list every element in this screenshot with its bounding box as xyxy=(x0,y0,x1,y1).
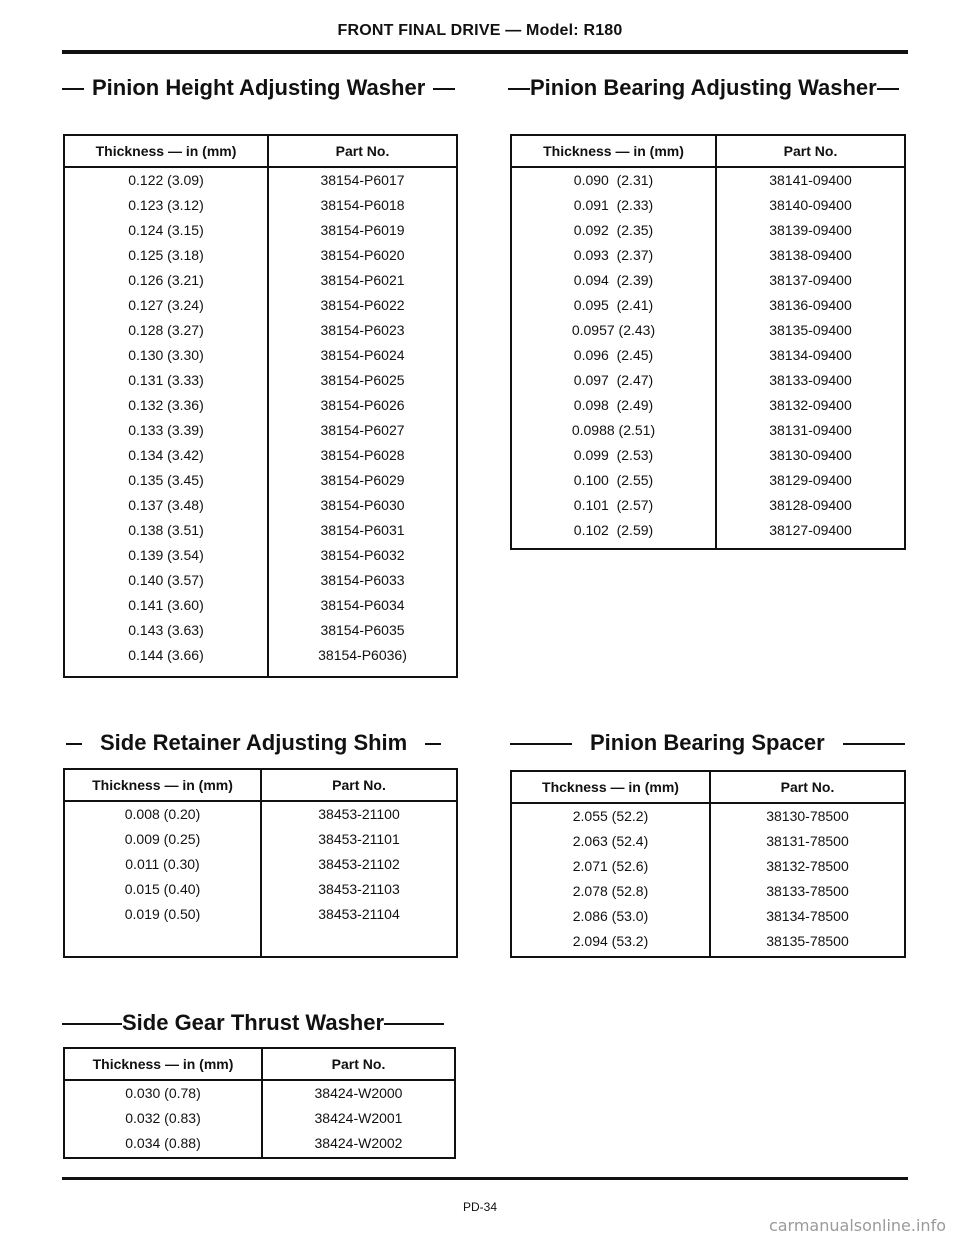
table-row xyxy=(512,468,904,493)
part-number-cell: 38133-09400 xyxy=(769,372,852,388)
part-number-cell: 38154-P6017 xyxy=(320,172,405,188)
part-number-cell: 38424-W2002 xyxy=(314,1135,403,1151)
thickness-cell: 0.122 (3.09) xyxy=(128,172,204,188)
table-row xyxy=(65,643,456,668)
thickness-cell: 0.0957 (2.43) xyxy=(571,322,656,338)
part-number-cell: 38424-W2001 xyxy=(314,1110,403,1126)
thickness-cell: 0.143 (3.63) xyxy=(128,622,204,638)
table-row xyxy=(65,268,456,293)
thickness-cell: 0.138 (3.51) xyxy=(128,522,204,538)
title-dash xyxy=(508,88,530,90)
table-row xyxy=(512,368,904,393)
part-number-cell: 38139-09400 xyxy=(769,222,852,238)
thickness-cell: 0.090 (2.31) xyxy=(573,172,654,188)
title-dash xyxy=(510,743,572,745)
side-gear-table xyxy=(63,1047,456,1159)
col-partno-header: Part No. xyxy=(335,143,390,159)
part-number-cell: 38453-21101 xyxy=(318,831,400,847)
pinion-bearing-washer-rows xyxy=(512,168,904,543)
table-row xyxy=(65,852,456,877)
side-retainer-rows xyxy=(65,802,456,927)
table-row xyxy=(65,343,456,368)
thickness-cell: 0.137 (3.48) xyxy=(128,497,204,513)
table-row xyxy=(512,829,904,854)
thickness-cell: 0.015 (0.40) xyxy=(124,881,201,897)
thickness-cell: 0.009 (0.25) xyxy=(124,831,201,847)
page-header: FRONT FINAL DRIVE — Model: R180 xyxy=(337,22,623,39)
thickness-cell: 0.092 (2.35) xyxy=(573,222,654,238)
part-number-cell: 38154-P6027 xyxy=(320,422,405,438)
part-number-cell: 38154-P6029 xyxy=(320,472,405,488)
thickness-cell: 0.123 (3.12) xyxy=(128,197,204,213)
watermark: carmanualsonline.info xyxy=(768,1216,946,1235)
thickness-cell: 0.101 (2.57) xyxy=(573,497,654,513)
table-row xyxy=(65,368,456,393)
part-number-cell: 38154-P6020 xyxy=(320,247,405,263)
thickness-cell: 0.030 (0.78) xyxy=(125,1085,201,1101)
table-row xyxy=(512,418,904,443)
title-dash xyxy=(384,1023,444,1025)
thickness-cell: 0.096 (2.45) xyxy=(573,347,654,363)
thickness-cell: 0.124 (3.15) xyxy=(128,222,204,238)
thickness-cell: 0.126 (3.21) xyxy=(128,272,204,288)
side-gear-rows xyxy=(65,1081,454,1156)
table-row xyxy=(65,443,456,468)
table-row xyxy=(65,168,456,193)
title-dash xyxy=(425,743,441,745)
table-row xyxy=(512,293,904,318)
pinion-spacer-rows xyxy=(512,804,904,954)
part-number-cell: 38128-09400 xyxy=(769,497,852,513)
part-number-cell: 38154-P6025 xyxy=(320,372,405,388)
table-row xyxy=(65,193,456,218)
part-number-cell: 38154-P6024 xyxy=(320,347,405,363)
part-number-cell: 38138-09400 xyxy=(769,247,852,263)
table-row xyxy=(65,518,456,543)
part-number-cell: 38154-P6032 xyxy=(320,547,405,563)
pinion-bearing-washer-title: Pinion Bearing Adjusting Washer xyxy=(508,75,899,101)
part-number-cell: 38134-09400 xyxy=(769,347,852,363)
thickness-cell: 0.099 (2.53) xyxy=(573,447,654,463)
thickness-cell: 0.011 (0.30) xyxy=(125,856,200,872)
thickness-cell: 0.132 (3.36) xyxy=(128,397,204,413)
thickness-cell: 0.135 (3.45) xyxy=(128,472,204,488)
part-number-cell: 38129-09400 xyxy=(769,472,852,488)
table-row xyxy=(65,568,456,593)
thickness-cell: 2.063 (52.4) xyxy=(572,833,649,849)
table-row xyxy=(65,293,456,318)
side-retainer-title: Side Retainer Adjusting Shim xyxy=(66,730,441,756)
thickness-cell: 0.125 (3.18) xyxy=(128,247,204,263)
part-number-cell: 38132-78500 xyxy=(766,858,849,874)
col-partno-header: Part No. xyxy=(332,777,386,793)
part-number-cell: 38132-09400 xyxy=(769,397,852,413)
part-number-cell: 38154-P6019 xyxy=(320,222,405,238)
col-thickness-header: Thickness — in (mm) xyxy=(543,143,684,159)
thickness-cell: 0.034 (0.88) xyxy=(125,1135,201,1151)
pinion-spacer-table xyxy=(510,770,906,958)
table-row xyxy=(512,193,904,218)
thickness-cell: 0.127 (3.24) xyxy=(128,297,204,313)
thickness-cell: 2.086 (53.0) xyxy=(572,908,649,924)
part-number-cell: 38424-W2000 xyxy=(314,1085,403,1101)
table-row xyxy=(65,243,456,268)
title-dash xyxy=(62,88,84,90)
part-number-cell: 38154-P6030 xyxy=(320,497,405,513)
thickness-cell: 0.094 (2.39) xyxy=(573,272,654,288)
part-number-cell: 38131-09400 xyxy=(769,422,852,438)
pinion-bearing-washer-table xyxy=(510,134,906,550)
part-number-cell: 38154-P6033 xyxy=(320,572,405,588)
part-number-cell: 38154-P6031 xyxy=(320,522,405,538)
thickness-cell: 0.141 (3.60) xyxy=(128,597,204,613)
col-thickness-header: Thckness — in (mm) xyxy=(542,779,679,795)
pinion-spacer-title: Pinion Bearing Spacer xyxy=(510,730,905,756)
table-row xyxy=(65,802,456,827)
thickness-cell: 0.098 (2.49) xyxy=(573,397,654,413)
part-number-cell: 38453-21102 xyxy=(318,856,400,872)
part-number-cell: 38154-P6036) xyxy=(318,647,407,663)
part-number-cell: 38130-09400 xyxy=(769,447,852,463)
part-number-cell: 38154-P6028 xyxy=(320,447,405,463)
part-number-cell: 38134-78500 xyxy=(766,908,849,924)
thickness-cell: 0.102 (2.59) xyxy=(573,522,654,538)
thickness-cell: 0.093 (2.37) xyxy=(573,247,654,263)
thickness-cell: 0.128 (3.27) xyxy=(128,322,204,338)
table-row xyxy=(65,543,456,568)
part-number-cell: 38154-P6023 xyxy=(320,322,405,338)
table-row xyxy=(512,493,904,518)
part-number-cell: 38154-P6035 xyxy=(320,622,405,638)
thickness-cell: 2.094 (53.2) xyxy=(572,933,649,949)
thickness-cell: 0.133 (3.39) xyxy=(128,422,204,438)
table-row xyxy=(65,218,456,243)
part-number-cell: 38130-78500 xyxy=(766,808,849,824)
table-row xyxy=(65,593,456,618)
part-number-cell: 38136-09400 xyxy=(769,297,852,313)
thickness-cell: 0.144 (3.66) xyxy=(128,647,204,663)
table-row xyxy=(512,879,904,904)
table-row xyxy=(512,343,904,368)
table-row xyxy=(65,493,456,518)
pinion-height-rows xyxy=(65,168,456,668)
part-number-cell: 38131-78500 xyxy=(766,833,849,849)
table-row xyxy=(65,1131,454,1156)
part-number-cell: 38141-09400 xyxy=(769,172,852,188)
col-thickness-header: Thickness — in (mm) xyxy=(95,143,237,159)
table-row xyxy=(65,827,456,852)
part-number-cell: 38154-P6018 xyxy=(320,197,405,213)
part-number-cell: 38135-09400 xyxy=(769,322,852,338)
table-row xyxy=(65,318,456,343)
thickness-cell: 0.019 (0.50) xyxy=(124,906,201,922)
thickness-cell: 0.100 (2.55) xyxy=(573,472,654,488)
part-number-cell: 38127-09400 xyxy=(769,522,852,538)
table-row xyxy=(512,268,904,293)
table-row xyxy=(65,393,456,418)
table-row xyxy=(65,418,456,443)
pinion-height-table xyxy=(63,134,458,678)
page-number: PD-34 xyxy=(462,1200,497,1214)
thickness-cell: 0.095 (2.41) xyxy=(573,297,654,313)
thickness-cell: 0.032 (0.83) xyxy=(125,1110,201,1126)
title-dash xyxy=(877,88,899,90)
part-number-cell: 38154-P6022 xyxy=(320,297,405,313)
thickness-cell: 2.078 (52.8) xyxy=(572,883,649,899)
part-number-cell: 38154-P6026 xyxy=(320,397,405,413)
table-row xyxy=(512,929,904,954)
part-number-cell: 38453-21103 xyxy=(318,881,400,897)
col-partno-header: Part No. xyxy=(783,143,838,159)
thickness-cell: 0.008 (0.20) xyxy=(124,806,201,822)
table-row xyxy=(65,618,456,643)
thickness-cell: 0.097 (2.47) xyxy=(573,372,654,388)
table-row xyxy=(512,243,904,268)
table-row xyxy=(65,877,456,902)
thickness-cell: 0.130 (3.30) xyxy=(128,347,204,363)
table-row xyxy=(65,468,456,493)
thickness-cell: 0.0988 (2.51) xyxy=(571,422,656,438)
table-row xyxy=(65,1106,454,1131)
table-row xyxy=(512,804,904,829)
pinion-height-title: Pinion Height Adjusting Washer xyxy=(62,75,455,101)
part-number-cell: 38133-78500 xyxy=(766,883,849,899)
part-number-cell: 38137-09400 xyxy=(769,272,852,288)
part-number-cell: 38453-21104 xyxy=(318,906,400,922)
thickness-cell: 0.140 (3.57) xyxy=(128,572,204,588)
col-partno-header: Part No. xyxy=(780,779,835,795)
header-rule xyxy=(62,50,908,54)
table-row xyxy=(512,443,904,468)
col-thickness-header: Thickness — in (mm) xyxy=(92,1056,234,1072)
thickness-cell: 0.091 (2.33) xyxy=(573,197,654,213)
title-dash xyxy=(62,1023,122,1025)
table-row xyxy=(512,518,904,543)
table-row xyxy=(65,902,456,927)
title-dash xyxy=(843,743,905,745)
side-gear-title: Side Gear Thrust Washer xyxy=(62,1010,444,1036)
thickness-cell: 0.134 (3.42) xyxy=(128,447,204,463)
table-row xyxy=(512,393,904,418)
table-row xyxy=(65,1081,454,1106)
table-row xyxy=(512,168,904,193)
title-dash xyxy=(433,88,455,90)
table-row xyxy=(512,904,904,929)
footer-rule xyxy=(62,1177,908,1180)
part-number-cell: 38154-P6034 xyxy=(320,597,405,613)
side-retainer-table xyxy=(63,768,458,958)
thickness-cell: 0.131 (3.33) xyxy=(128,372,204,388)
title-dash xyxy=(66,743,82,745)
part-number-cell: 38135-78500 xyxy=(766,933,849,949)
table-row xyxy=(512,318,904,343)
part-number-cell: 38154-P6021 xyxy=(320,272,405,288)
col-partno-header: Part No. xyxy=(331,1056,386,1072)
col-thickness-header: Thickness — in (mm) xyxy=(92,777,233,793)
table-row xyxy=(512,218,904,243)
table-row xyxy=(512,854,904,879)
part-number-cell: 38140-09400 xyxy=(769,197,852,213)
thickness-cell: 2.071 (52.6) xyxy=(572,858,649,874)
thickness-cell: 0.139 (3.54) xyxy=(128,547,204,563)
part-number-cell: 38453-21100 xyxy=(318,806,400,822)
thickness-cell: 2.055 (52.2) xyxy=(572,808,649,824)
